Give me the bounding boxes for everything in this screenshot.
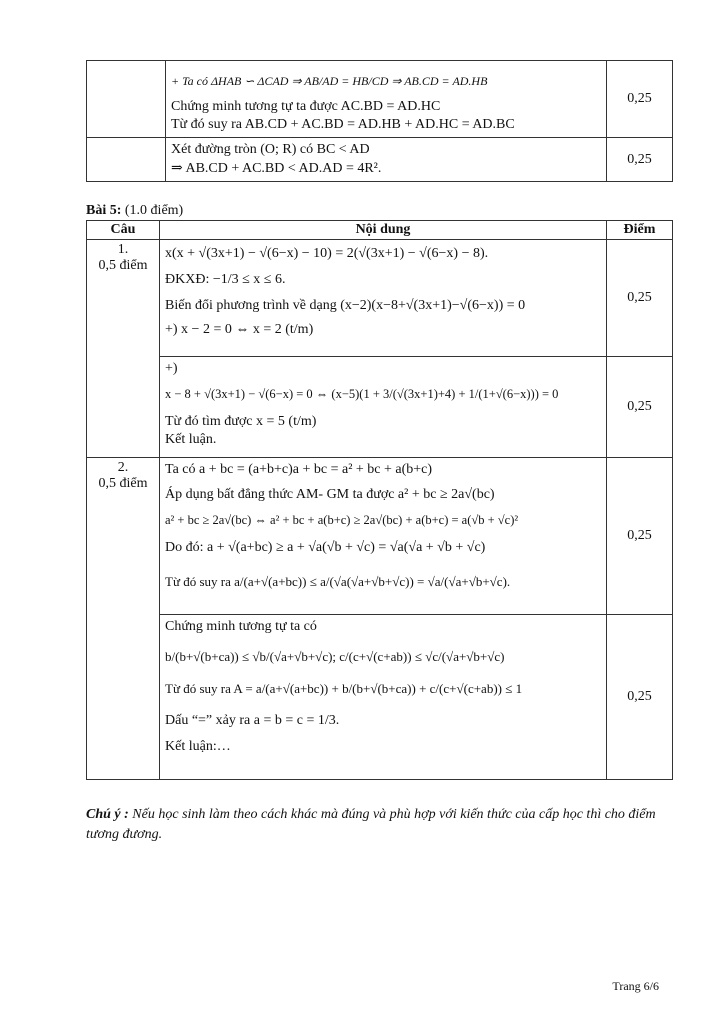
column-header: Điểm: [607, 221, 673, 240]
empty-cell: [87, 138, 166, 182]
content-line: +): [165, 361, 178, 376]
score-cell: 0,25: [607, 240, 673, 357]
content-line: Chứng minh tương tự ta có: [165, 619, 317, 634]
table-answers: [86, 220, 673, 780]
empty-cell: [87, 61, 166, 138]
section-title: Bài 5:: [86, 203, 122, 218]
note: [86, 805, 676, 846]
content-cell: [160, 357, 607, 458]
table-row: [87, 61, 673, 138]
question-points: 0,5 điểm: [98, 476, 148, 491]
score-cell: 0,25: [607, 615, 673, 780]
column-header: Nội dung: [160, 221, 607, 240]
page-number: Trang 6/6: [612, 979, 659, 993]
score-cell: 0,25: [607, 138, 673, 182]
content-line: x − 8 + √(3x+1) − √(6−x) = 0 ⇔ (x−5)(1 + 3/(√(3x+1)+4) + 1/(1+√(6−x))) = 0: [165, 387, 559, 401]
content-cell: [160, 240, 607, 357]
score-cell: 0,25: [607, 357, 673, 458]
content-line: Chứng minh tương tự ta được AC.BD = AD.HC: [171, 99, 441, 114]
content-cell: [160, 615, 607, 780]
section-points: (1.0 điểm): [124, 203, 184, 218]
table-row: [87, 138, 673, 182]
content-line: a² + bc ≥ 2a√(bc) ⇔ a² + bc + a(b+c) ≥ 2a√(bc) + a(b+c) = a(√b + √c)²: [165, 513, 519, 527]
content-cell: [166, 138, 607, 182]
content-line: Từ đó tìm được x = 5 (t/m): [165, 414, 317, 429]
content-line: Do đó: a + √(a+bc) ≥ a + √a(√b + √c) = √a(√a + √b + √c): [165, 540, 486, 555]
content-line: +) x − 2 = 0 ⇔ x = 2 (t/m): [165, 322, 314, 337]
table-header-row: [87, 221, 673, 240]
content-line: Kết luận:…: [165, 739, 231, 754]
table-row: [87, 615, 673, 780]
table-row: [87, 458, 673, 615]
content-cell: [166, 61, 607, 138]
content-line: Dấu “=” xảy ra a = b = c = 1/3.: [165, 713, 340, 728]
content-line: Biến đổi phương trình về dạng (x−2)(x−8+√(3x+1)−√(6−x)) = 0: [165, 298, 526, 313]
table-row: [87, 357, 673, 458]
question-number: 1.: [117, 242, 129, 257]
question-label-cell: [87, 458, 160, 780]
content-line: Áp dụng bất đẳng thức AM- GM ta được a² + bc ≥ 2a√(bc): [165, 487, 495, 502]
question-label-cell: [87, 240, 160, 458]
question-points: 0,5 điểm: [98, 258, 148, 273]
content-line: ⇒ AB.CD + AC.BD < AD.AD = 4R².: [171, 161, 382, 176]
score-cell: 0,25: [607, 61, 673, 138]
question-number: 2.: [117, 460, 129, 475]
note-label: Chú ý :: [86, 807, 129, 822]
content-line: Ta có a + bc = (a+b+c)a + bc = a² + bc + a(b+c): [165, 462, 433, 477]
content-line: b/(b+√(b+ca)) ≤ √b/(√a+√b+√c); c/(c+√(c+ab)) ≤ √c/(√a+√b+√c): [165, 649, 505, 664]
score-cell: 0,25: [607, 458, 673, 615]
table-proof-end: [86, 60, 673, 182]
content-line: Kết luận.: [165, 432, 217, 447]
content-line: Xét đường tròn (O; R) có BC < AD: [171, 142, 370, 157]
table-row: [87, 240, 673, 357]
column-header: Câu: [87, 221, 160, 240]
content-line: + Ta có ΔHAB ∽ ΔCAD ⇒ AB/AD = HB/CD ⇒ AB.CD = AD.HB: [171, 74, 488, 88]
content-line: x(x + √(3x+1) − √(6−x) − 10) = 2(√(3x+1) − √(6−x) − 8).: [165, 246, 489, 261]
content-line: Từ đó suy ra a/(a+√(a+bc)) ≤ a/(√a(√a+√b+√c)) = √a/(√a+√b+√c).: [165, 574, 511, 589]
content-line: Từ đó suy ra AB.CD + AC.BD = AD.HB + AD.HC = AD.BC: [171, 117, 515, 132]
content-line: ĐKXĐ: −1/3 ≤ x ≤ 6.: [165, 272, 286, 287]
note-text: Nếu học sinh làm theo cách khác mà đúng và phù hợp với kiến thức của cấp học thì cho điểm tương đương.: [86, 807, 656, 843]
content-cell: [160, 458, 607, 615]
content-line: Từ đó suy ra A = a/(a+√(a+bc)) + b/(b+√(b+ca)) + c/(c+√(c+ab)) ≤ 1: [165, 681, 523, 696]
section-heading: [86, 203, 183, 219]
